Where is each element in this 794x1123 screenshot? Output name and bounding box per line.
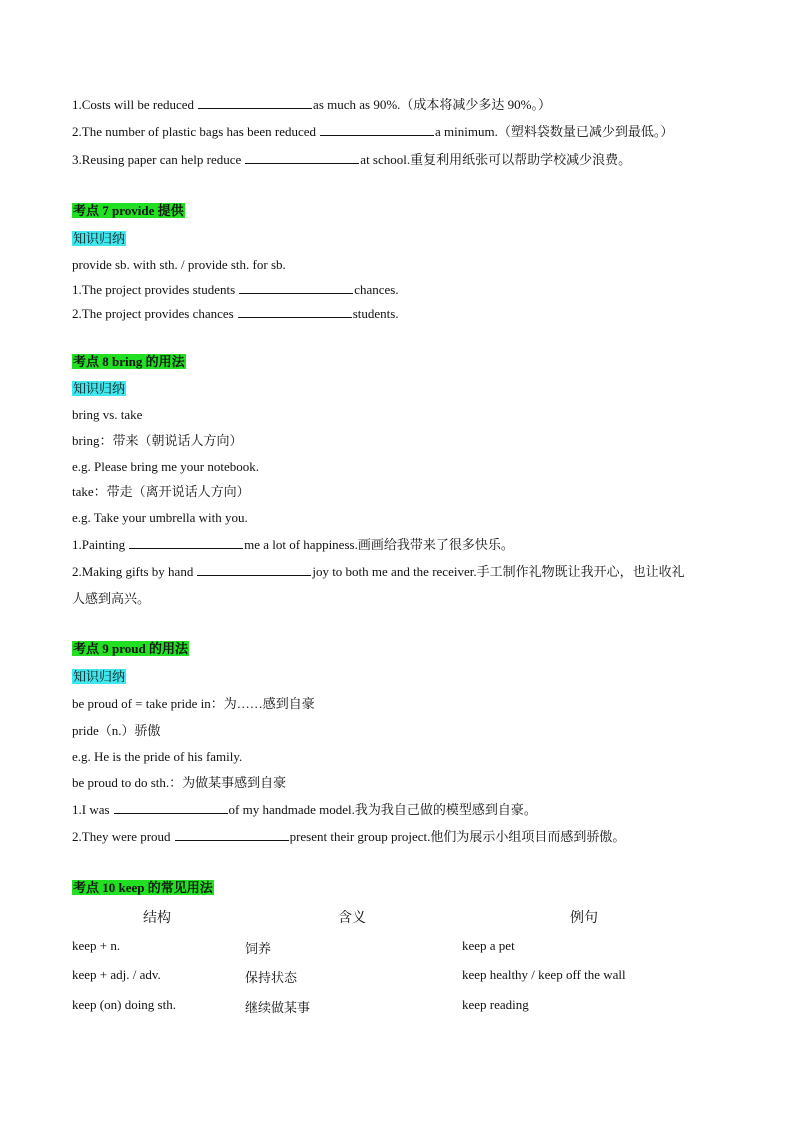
exercise-text: 1.The project provides students [72, 282, 236, 297]
table-cell: keep reading [462, 997, 529, 1012]
knowledge-tag: 知识归纳 [73, 669, 126, 684]
answer-blank[interactable] [245, 151, 359, 164]
section-heading: 考点 8 bring 的用法 [73, 354, 185, 369]
section-heading: 考点 7 provide 提供 [73, 203, 184, 218]
exercise-text: 1.Painting [72, 537, 126, 552]
exercise-text: as much as 90%.（成本将减少多达 90%。） [313, 97, 551, 112]
table-cell: 继续做某事 [245, 1000, 311, 1015]
exercise-text: 2.The project provides chances [72, 306, 234, 321]
note-text: bring vs. take [72, 407, 143, 422]
exercise-text: chances. [354, 282, 399, 297]
exercise-line [72, 801, 537, 819]
exercise-text: 1.I was [72, 802, 110, 817]
exercise-line [72, 828, 625, 846]
section-heading: 考点 10 keep 的常见用法 [73, 880, 213, 895]
answer-blank[interactable] [175, 828, 289, 841]
exercise-line [72, 305, 399, 323]
exercise-text: students. [352, 306, 399, 321]
exercise-text: 2.Making gifts by hand [72, 564, 194, 579]
exercise-line [72, 563, 685, 581]
table-cell: keep (on) doing sth. [72, 997, 176, 1012]
exercise-text: 人感到高兴。 [72, 591, 151, 606]
note-text: pride（n.）骄傲 [72, 723, 161, 738]
answer-blank[interactable] [114, 801, 228, 814]
exercise-text: 2.The number of plastic bags has been reduced [72, 124, 317, 139]
note-text: e.g. He is the pride of his family. [72, 749, 243, 764]
note-text: take：带走（离开说话人方向） [72, 484, 250, 499]
section-heading: 考点 9 proud 的用法 [73, 641, 188, 656]
note-text: be proud of = take pride in：为……感到自豪 [72, 696, 315, 711]
table-header: 例句 [570, 911, 598, 926]
table-header: 含义 [338, 911, 366, 926]
table-cell: keep healthy / keep off the wall [462, 967, 626, 982]
table-cell: 保持状态 [245, 970, 298, 985]
answer-blank[interactable] [198, 96, 312, 109]
exercise-line [72, 96, 551, 114]
exercise-text: joy to both me and the receiver.手工制作礼物既让我开心，也让收礼 [312, 564, 685, 579]
answer-blank[interactable] [129, 536, 243, 549]
table-cell: keep + n. [72, 938, 121, 953]
exercise-line [72, 281, 399, 299]
exercise-line [72, 151, 631, 169]
exercise-text: 3.Reusing paper can help reduce [72, 152, 242, 167]
answer-blank[interactable] [320, 123, 434, 136]
exercise-text: of my handmade model.我为我自己做的模型感到自豪。 [228, 802, 537, 817]
answer-blank[interactable] [239, 281, 353, 294]
knowledge-tag: 知识归纳 [73, 381, 126, 396]
note-text: e.g. Take your umbrella with you. [72, 510, 248, 525]
exercise-text: at school.重复利用纸张可以帮助学校减少浪费。 [360, 152, 632, 167]
exercise-text: 1.Costs will be reduced [72, 97, 195, 112]
note-text: e.g. Please bring me your notebook. [72, 459, 260, 474]
exercise-text: a minimum.（塑料袋数量已减少到最低。） [435, 124, 674, 139]
answer-blank[interactable] [197, 563, 311, 576]
exercise-text: 2.They were proud [72, 829, 171, 844]
table-cell: keep + adj. / adv. [72, 967, 161, 982]
table-header: 结构 [143, 911, 171, 926]
note-text: be proud to do sth.：为做某事感到自豪 [72, 775, 287, 790]
knowledge-tag: 知识归纳 [73, 231, 126, 246]
note-text: provide sb. with sth. / provide sth. for sb. [72, 257, 286, 272]
exercise-text: me a lot of happiness.画画给我带来了很多快乐。 [244, 537, 514, 552]
exercise-line [72, 123, 673, 141]
answer-blank[interactable] [238, 305, 352, 318]
exercise-line [72, 536, 514, 554]
table-cell: 饲养 [245, 941, 272, 956]
exercise-text: present their group project.他们为展示小组项目而感到骄傲。 [289, 829, 626, 844]
note-text: bring：带来（朝说话人方向） [72, 433, 243, 448]
table-cell: keep a pet [462, 938, 515, 953]
